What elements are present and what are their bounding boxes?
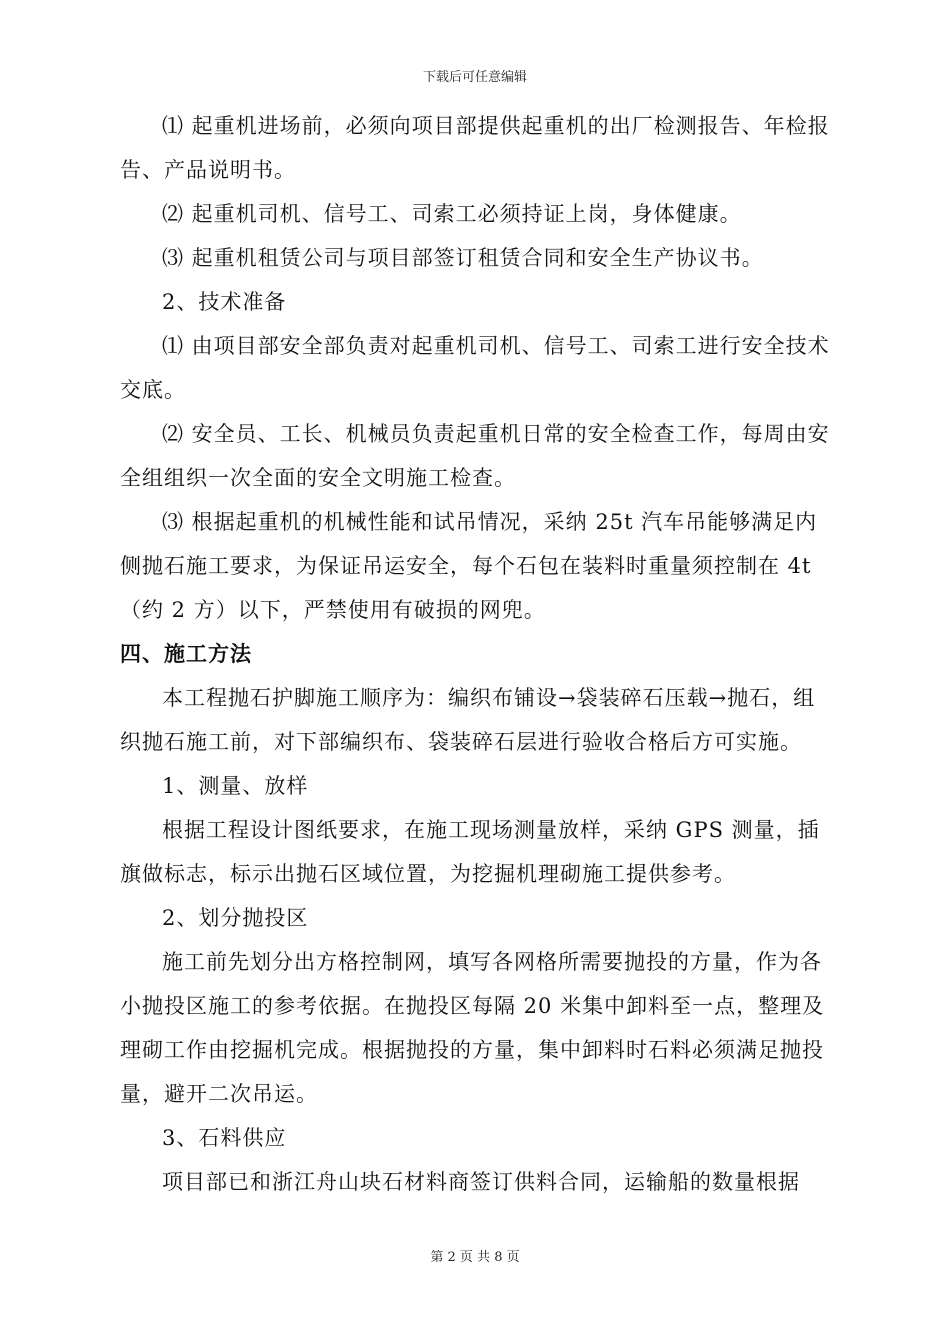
subheading-survey: 1、测量、放样 <box>162 774 309 798</box>
section-heading-construction-method: 四、施工方法 <box>120 641 252 666</box>
subheading-stone-supply: 3、石料供应 <box>162 1126 287 1150</box>
paragraph-survey: 根据工程设计图纸要求，在施工现场测量放样，采纳 GPS 测量，插旗做标志，标示出抛石区域位置，为挖掘机理砌施工提供参考。 <box>120 818 820 886</box>
paragraph-crane-entry: ⑴ 起重机进场前，必须向项目部提供起重机的出厂检测报告、年检报告、产品说明书。 <box>120 114 830 182</box>
paragraph-construction-sequence: 本工程抛石护脚施工顺序为：编织布铺设→袋装碎石压载→抛石，组织抛石施工前，对下部编织布、袋装碎石层进行验收合格后方可实施。 <box>120 686 816 754</box>
paragraph-crane-lease: ⑶ 起重机租赁公司与项目部签订租赁合同和安全生产协议书。 <box>162 246 764 270</box>
subheading-tech-prep: 2、技术准备 <box>162 290 287 314</box>
paragraph-crane-capacity: ⑶ 根据起重机的机械性能和试吊情况，采纳 25t 汽车吊能够满足内侧抛石施工要求，为保证吊运安全，每个石包在装料时重量须控制在 4t（约 2 方）以下，严禁使用有破损的网兜。 <box>120 510 818 622</box>
paragraph-safety-inspection: ⑵ 安全员、工长、机械员负责起重机日常的安全检查工作，每周由安全组组织一次全面的安全文明施工检查。 <box>120 422 830 490</box>
paragraph-dump-zones: 施工前先划分出方格控制网，填写各网格所需要抛投的方量，作为各小抛投区施工的参考依据。在抛投区每隔 20 米集中卸料至一点，整理及理砌工作由挖掘机完成。根据抛投的方量，集中卸料时石料必须满足抛投量，避开二次吊运。 <box>120 950 825 1106</box>
page-header: 下载后可任意编辑 <box>422 70 527 85</box>
subheading-dump-zones: 2、划分抛投区 <box>162 906 309 930</box>
paragraph-stone-supply: 项目部已和浙江舟山块石材料商签订供料合同，运输船的数量根据 <box>162 1170 800 1194</box>
paragraph-safety-briefing: ⑴ 由项目部安全部负责对起重机司机、信号工、司索工进行安全技术交底。 <box>120 334 830 402</box>
document-body <box>120 104 832 1204</box>
page-footer: 第 2 页 共 8 页 <box>430 1250 520 1265</box>
paragraph-crane-operators: ⑵ 起重机司机、信号工、司索工必须持证上岗，身体健康。 <box>162 202 742 226</box>
